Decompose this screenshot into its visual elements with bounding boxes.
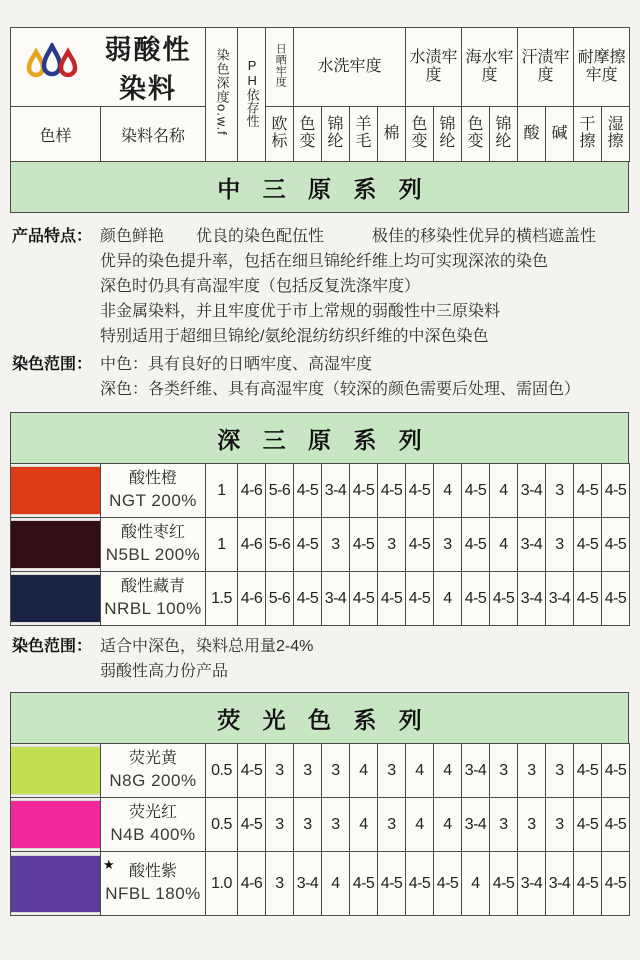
dye-name-cell (101, 518, 206, 572)
fastness-value: 3 (378, 518, 406, 572)
range-line: 深色：各类纤维、具有高湿牢度（较深的颜色需要后处理、需固色） (100, 381, 581, 398)
fastness-value: 4-6 (238, 572, 266, 626)
deep-trichromatic-table (10, 463, 630, 626)
fastness-value: 1.5 (206, 572, 238, 626)
series-banner-deep: 深 三 原 系 列 (10, 412, 629, 464)
fastness-value: 3 (490, 744, 518, 798)
dye-row (11, 572, 630, 626)
fastness-value: 5-6 (266, 572, 294, 626)
dye-name: 荧光红 (128, 804, 177, 822)
fastness-value: 3-4 (518, 852, 546, 916)
fastness-value: 4 (406, 798, 434, 852)
col-dye-depth: 染色深度o.w.f (206, 28, 238, 162)
fastness-value: 4-5 (602, 464, 630, 518)
dye-name-cell (101, 572, 206, 626)
fastness-value: 4-5 (490, 572, 518, 626)
product-features (12, 224, 628, 349)
subcol-alkali: 碱 (546, 107, 574, 162)
subcol-nylon: 锦纶 (322, 107, 350, 162)
fastness-value: 3 (266, 744, 294, 798)
dye-code: N8G 200% (109, 770, 197, 790)
subcol-shade-change: 色变 (462, 107, 490, 162)
fastness-value: 4-5 (406, 572, 434, 626)
brand-title: 弱酸性染料 (104, 35, 192, 104)
brand-cell (11, 28, 206, 107)
color-swatch (11, 852, 101, 916)
dye-row (11, 852, 630, 916)
fastness-value: 3-4 (518, 464, 546, 518)
fastness-value: 4-5 (574, 464, 602, 518)
fluorescent-table (10, 743, 630, 916)
subcol-acid: 酸 (518, 107, 546, 162)
fastness-value: 4-5 (378, 572, 406, 626)
fastness-value: 3 (322, 744, 350, 798)
fastness-value: 3 (378, 798, 406, 852)
fastness-value: 3 (266, 798, 294, 852)
subcol-shade-change: 色变 (294, 107, 322, 162)
fastness-value: 3-4 (518, 518, 546, 572)
fastness-value: 3 (378, 744, 406, 798)
fastness-value: 4-5 (602, 798, 630, 852)
fastness-value: 3-4 (462, 744, 490, 798)
color-swatch (11, 744, 101, 798)
subcol-shade-change: 色变 (406, 107, 434, 162)
subcol-wet-rub: 湿擦 (602, 107, 630, 162)
range-label: 染色范围： (12, 356, 93, 373)
fastness-value: 4 (434, 572, 462, 626)
fastness-value: 4-5 (490, 852, 518, 916)
feature-line: 特别适用于超细旦锦纶/氨纶混纺纺织纤维的中深色染色 (100, 328, 489, 345)
subcol-dry-rub: 干擦 (574, 107, 602, 162)
fastness-value: 3 (434, 518, 462, 572)
fastness-value: 4-5 (574, 518, 602, 572)
color-swatch (11, 518, 101, 572)
dye-row (11, 518, 630, 572)
subcol-wool: 羊毛 (350, 107, 378, 162)
fastness-value: 1 (206, 518, 238, 572)
col-light-fastness: 日晒牢度 (266, 28, 294, 107)
fastness-value: 4-5 (294, 572, 322, 626)
col-seawater-fastness: 海水牢度 (462, 28, 518, 107)
fastness-value: 4-5 (350, 572, 378, 626)
series-banner-mid: 中 三 原 系 列 (10, 161, 629, 213)
fastness-value: 4-5 (406, 518, 434, 572)
fastness-value: 4 (462, 852, 490, 916)
dye-code: N4B 400% (110, 824, 196, 844)
fastness-value: 4-5 (350, 518, 378, 572)
fastness-value: 0.5 (206, 798, 238, 852)
fastness-value: 4-6 (238, 518, 266, 572)
fastness-value: 4-5 (462, 572, 490, 626)
range-label: 染色范围： (12, 638, 93, 655)
fastness-value: 4 (434, 464, 462, 518)
color-swatch (11, 798, 101, 852)
dye-code: N5BL 200% (105, 544, 201, 564)
subcol-nylon: 锦纶 (434, 107, 462, 162)
range-line: 弱酸性高力份产品 (100, 663, 229, 680)
color-swatch (11, 572, 101, 626)
fastness-value: 3 (546, 518, 574, 572)
fastness-value: 4 (490, 464, 518, 518)
col-dye-name: 染料名称 (101, 107, 206, 162)
fastness-value: 3 (490, 798, 518, 852)
fastness-value: 3 (546, 744, 574, 798)
col-waterstain-fastness: 水渍牢度 (406, 28, 462, 107)
fastness-value: 4-6 (238, 464, 266, 518)
fastness-value: 3 (546, 464, 574, 518)
fastness-value: 5-6 (266, 518, 294, 572)
fastness-value: 4-5 (574, 852, 602, 916)
dye-name: 酸性橙 (128, 470, 177, 488)
fastness-value: 4 (406, 744, 434, 798)
fluorescent-section (10, 692, 630, 916)
fastness-value: 4-5 (238, 798, 266, 852)
fastness-value: 3-4 (546, 572, 574, 626)
fastness-value: 4-5 (574, 744, 602, 798)
fastness-value: 3-4 (462, 798, 490, 852)
fastness-value: 4-5 (462, 518, 490, 572)
fastness-value: 1.0 (206, 852, 238, 916)
deep-trichromatic-section (10, 412, 630, 626)
feature-line: 非金属染料，并且牢度优于市上常规的弱酸性中三原染料 (100, 303, 501, 320)
fastness-value: 4 (350, 744, 378, 798)
features-label: 产品特点： (12, 228, 93, 245)
fastness-value: 4-6 (238, 852, 266, 916)
col-rub-fastness: 耐摩擦牢度 (574, 28, 630, 107)
feature-line: 优异的染色提升率，包括在细旦锦纶纤维上均可实现深浓的染色 (100, 253, 549, 270)
subcol-nylon: 锦纶 (490, 107, 518, 162)
fastness-value: 3 (266, 852, 294, 916)
fastness-value: 4-5 (378, 464, 406, 518)
fastness-value: 5-6 (266, 464, 294, 518)
fastness-value: 3-4 (518, 572, 546, 626)
dye-row (11, 798, 630, 852)
fastness-value: 3 (322, 518, 350, 572)
fastness-value: 4-5 (574, 798, 602, 852)
dye-code: NFBL 180% (105, 883, 201, 903)
dye-name-cell (101, 798, 206, 852)
dye-name: 酸性藏青 (120, 578, 185, 596)
fastness-value: 4-5 (406, 852, 434, 916)
color-swatch (11, 464, 101, 518)
fastness-value: 4-5 (462, 464, 490, 518)
range-line: 适合中深色，染料总用量2-4% (100, 638, 314, 655)
fastness-header-table (10, 27, 630, 162)
dye-name: 酸性紫 (128, 863, 177, 881)
dye-name: 荧光黄 (128, 750, 177, 768)
col-color-sample: 色样 (11, 107, 101, 162)
fastness-value: 3-4 (322, 572, 350, 626)
fastness-value: 3-4 (322, 464, 350, 518)
dye-code: NRBL 100% (104, 598, 202, 618)
fastness-value: 4-5 (406, 464, 434, 518)
fastness-value: 4-5 (574, 572, 602, 626)
dye-range-deep (12, 634, 628, 684)
fastness-value: 4-5 (602, 518, 630, 572)
fastness-value: 4 (434, 798, 462, 852)
fastness-value: 4-5 (602, 744, 630, 798)
fastness-value: 4-5 (350, 852, 378, 916)
range-line: 中色：具有良好的日晒牢度、高湿牢度 (100, 356, 373, 373)
fastness-value: 3 (546, 798, 574, 852)
fastness-value: 3 (518, 798, 546, 852)
dye-row (11, 464, 630, 518)
fastness-value: 4-5 (294, 464, 322, 518)
dye-name-cell (101, 464, 206, 518)
series-banner-fluo: 荧 光 色 系 列 (10, 692, 629, 744)
fastness-value: 3-4 (546, 852, 574, 916)
dye-code: NGT 200% (109, 490, 197, 510)
brand-drops-icon (21, 43, 83, 92)
dye-name-cell (101, 744, 206, 798)
fastness-value: 4-5 (602, 572, 630, 626)
catalog-page (10, 0, 630, 916)
fastness-value: 4 (490, 518, 518, 572)
fastness-value: 3 (294, 798, 322, 852)
subcol-eu-standard: 欧标 (266, 107, 294, 162)
fastness-value: 4-5 (378, 852, 406, 916)
fastness-value: 4-5 (294, 518, 322, 572)
fastness-value: 4-5 (602, 852, 630, 916)
fastness-value: 4-5 (238, 744, 266, 798)
dye-range-mid (12, 352, 628, 402)
subcol-cotton: 棉 (378, 107, 406, 162)
fastness-value: 3 (322, 798, 350, 852)
feature-line: 深色时仍具有高湿牢度（包括反复洗涤牢度） (100, 278, 421, 295)
fastness-value: 3 (294, 744, 322, 798)
col-ph-dependence: PH依存性 (238, 28, 266, 162)
dye-name-cell (101, 852, 206, 916)
fastness-value: 0.5 (206, 744, 238, 798)
col-sweat-fastness: 汗渍牢度 (518, 28, 574, 107)
col-wash-fastness: 水洗牢度 (294, 28, 406, 107)
dye-name: 酸性枣红 (120, 524, 185, 542)
dye-row (11, 744, 630, 798)
fastness-value: 3-4 (294, 852, 322, 916)
fastness-value: 4 (350, 798, 378, 852)
star-icon: ★ (103, 857, 115, 872)
fastness-value: 4-5 (350, 464, 378, 518)
fastness-value: 4 (434, 744, 462, 798)
fastness-value: 3 (518, 744, 546, 798)
feature-line: 颜色鲜艳 优良的染色配伍性 极佳的移染性优异的横档遮盖性 (100, 228, 597, 245)
fastness-value: 1 (206, 464, 238, 518)
fastness-value: 4 (322, 852, 350, 916)
fastness-value: 4-5 (434, 852, 462, 916)
